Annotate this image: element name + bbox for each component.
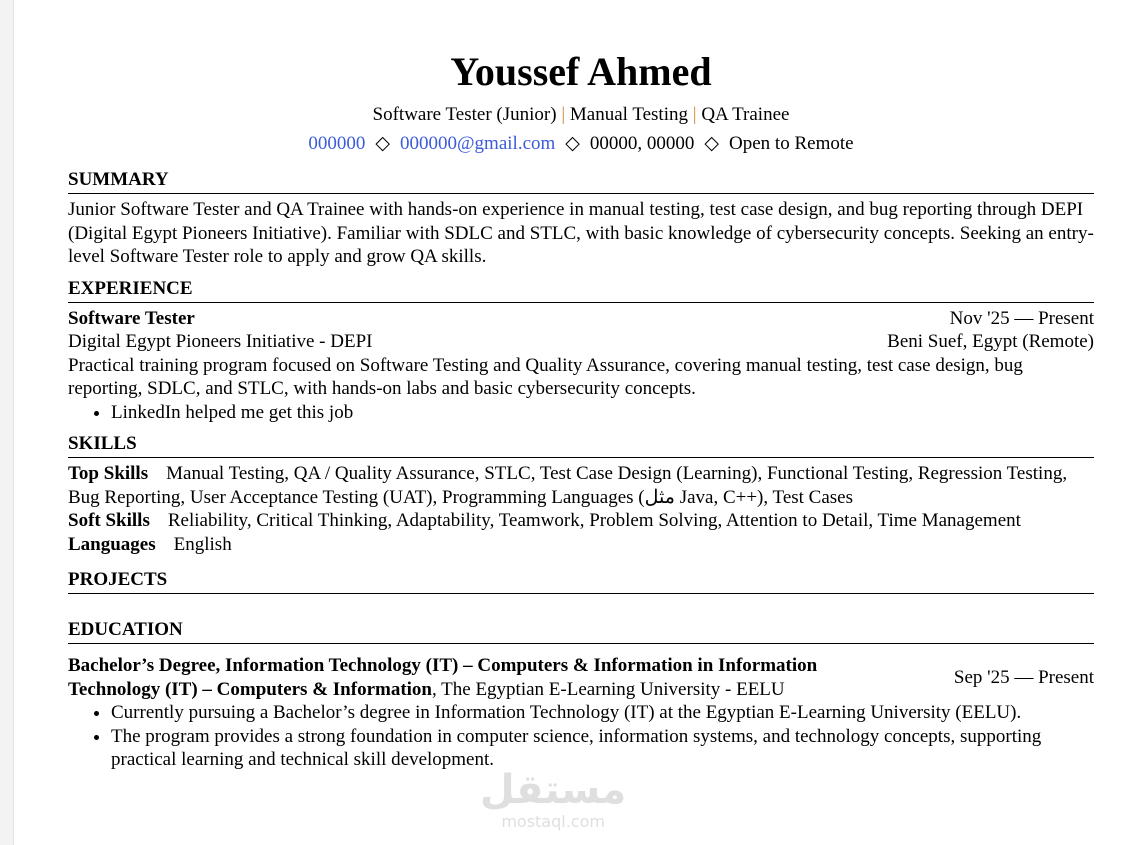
job-bullet: • LinkedIn helped me get this job	[111, 401, 1094, 425]
skill-row	[68, 533, 1094, 557]
summary-text: Junior Software Tester and QA Trainee with hands-on experience in manual testing, test case design, and bug reporting through DEPI (Digital Egypt Pioneers Initiative). Familiar with SDLC and STLC, with basic knowledge of cybersecurity concepts. Seeking an entry-level Software Tester role to apply and grow QA skills.	[68, 199, 1094, 267]
phone-link[interactable]: 000000	[308, 133, 366, 154]
skill-label: Soft Skills	[68, 510, 150, 531]
job-dates: Nov '25 — Present	[949, 307, 1094, 329]
headline-trainee: QA Trainee	[701, 104, 790, 125]
education-dates: Sep '25 — Present	[953, 666, 1094, 688]
section-experience: EXPERIENCE	[68, 277, 1094, 303]
skill-value: Reliability, Critical Thinking, Adaptability, Teamwork, Problem Solving, Attention to Detail, Time Management	[167, 510, 1021, 531]
section-education: EDUCATION	[68, 618, 1094, 644]
diamond-icon: ◇	[565, 133, 580, 154]
skill-value: Manual Testing, QA / Quality Assurance, STLC, Test Case Design (Learning), Functional Testing, Regression Testing, Bug Reporting, User Acceptance Testing (UAT), Programming Languages (مثل Java, C++), Test Cases	[68, 463, 1068, 508]
skill-row	[68, 462, 1094, 509]
education-bullet: • Currently pursuing a Bachelor’s degree in Information Technology (IT) at the Egyptian E-Learning University (EELU).	[111, 701, 1094, 725]
diamond-icon: ◇	[704, 133, 720, 154]
location: 00000, 00000	[589, 133, 695, 154]
headline-role: Software Tester (Junior)	[372, 104, 557, 125]
headline	[68, 102, 1094, 128]
email-link[interactable]: 000000@gmail.com	[400, 133, 556, 154]
separator: |	[692, 104, 697, 125]
contact-line	[68, 128, 1094, 160]
section-summary: SUMMARY	[68, 168, 1094, 194]
remote-status: Open to Remote	[729, 133, 854, 154]
skill-label: Languages	[68, 533, 156, 555]
job-org: Digital Egypt Pioneers Initiative - DEPI	[68, 331, 373, 352]
candidate-name: Youssef Ahmed	[450, 49, 712, 94]
job-title: Software Tester	[68, 307, 195, 329]
school: , The Egyptian E-Learning University - EELU	[432, 678, 785, 700]
section-projects: PROJECTS	[68, 568, 1094, 594]
skill-value: English	[173, 533, 232, 555]
skill-row	[68, 509, 1094, 533]
resume	[68, 46, 1094, 772]
education-bullet: • The program provides a strong foundation in computer science, information systems, and technology concepts, supporting practical learning and technical skill development.	[111, 725, 1094, 772]
job-location: Beni Suef, Egypt (Remote)	[887, 331, 1094, 352]
separator: |	[561, 104, 566, 125]
skill-label: Top Skills	[68, 463, 149, 484]
section-skills: SKILLS	[68, 432, 1094, 458]
education-entry	[68, 654, 1094, 701]
watermark: مستقل mostaql.com	[480, 767, 627, 831]
watermark-text: mostaql.com	[501, 812, 605, 831]
left-scroll-gutter	[0, 0, 14, 845]
headline-skill: Manual Testing	[569, 104, 688, 125]
diamond-icon: ◇	[375, 133, 391, 154]
job-description: Practical training program focused on Software Testing and Quality Assurance, covering manual testing, test case design, bug reporting, SDLC, and STLC, with hands-on labs and basic cybersecurity concepts.	[68, 354, 1023, 399]
degree: Bachelor’s Degree, Information Technology (IT) – Computers & Information in Information Technology (IT) – Computers & Information	[68, 655, 818, 700]
